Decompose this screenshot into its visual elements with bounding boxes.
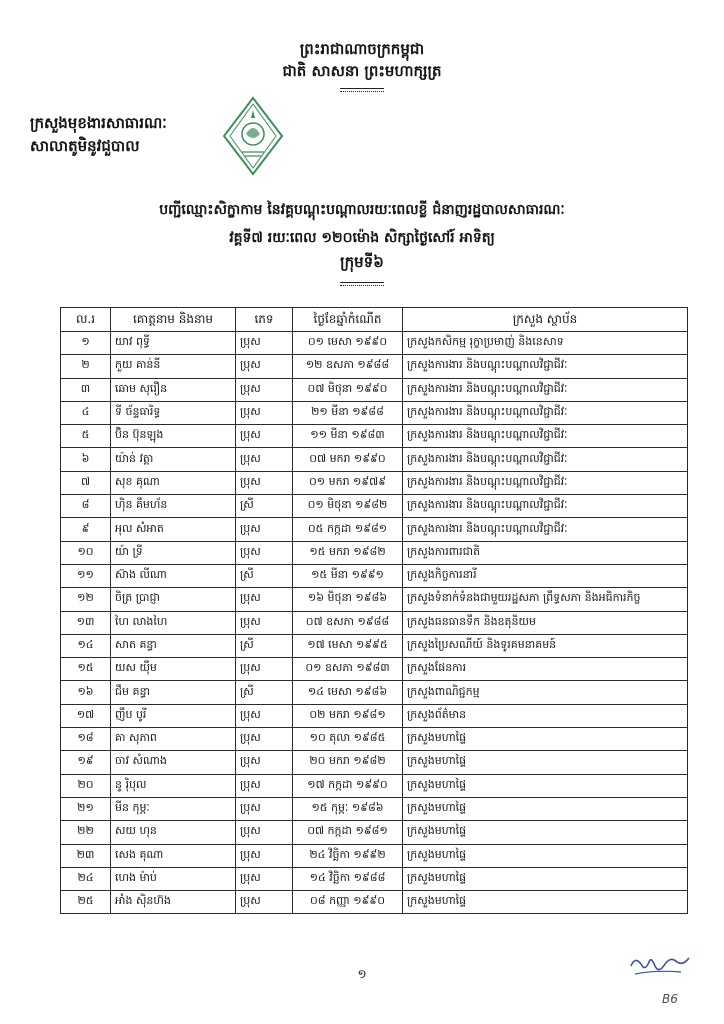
cell-sex: ប្រុស (236, 378, 293, 401)
table-row (61, 564, 688, 587)
cell-institution: ក្រសួងការងារ និងបណ្តុះបណ្តាលវិជ្ជាជីវៈ (403, 495, 688, 518)
table-row (61, 588, 688, 611)
cell-dob: ០៧ មករា ១៩៩០ (293, 448, 403, 471)
cell-no: ២៣ (61, 844, 111, 867)
cell-institution: ក្រសួងការងារ និងបណ្តុះបណ្តាលវិជ្ជាជីវៈ (403, 518, 688, 541)
cell-sex: ស្រី (236, 564, 293, 587)
cell-dob: ០១ ឧសភា ១៩៨៣ (293, 658, 403, 681)
cell-name: អាំង ស៊ិនហ៊ង (111, 891, 236, 914)
cell-institution: ក្រសួងមហាផ្ទៃ (403, 891, 688, 914)
cell-name: អុល សំអាត (111, 518, 236, 541)
cell-no: ១០ (61, 541, 111, 564)
table-row (61, 401, 688, 424)
cell-institution: ក្រសួងផែនការ (403, 658, 688, 681)
cell-no: ១៩ (61, 751, 111, 774)
cell-institution: ក្រសួងការពារជាតិ (403, 541, 688, 564)
cell-sex: ស្រី (236, 681, 293, 704)
cell-dob: ០៧ មិថុនា ១៩៩០ (293, 378, 403, 401)
cell-name: ញឹប បូរី (111, 704, 236, 727)
cell-dob: ០១ មិថុនា ១៩៨២ (293, 495, 403, 518)
column-header-sex: ភេទ (236, 308, 293, 332)
cell-name: ហ៊ិន គឹមហ័ន (111, 495, 236, 518)
cell-institution: ក្រសួងធនធានទឹក និងឧតុនិយម (403, 611, 688, 634)
group-label: ក្រុមទី៦ (340, 253, 384, 271)
cell-sex: ស្រី (236, 634, 293, 657)
table-row (61, 844, 688, 867)
cell-institution: ក្រសួងទំនាក់ទំនងជាមួយរដ្ឋសភា ព្រឹទ្ធសភា និងអធិការកិច្ច (403, 588, 688, 611)
table-row (61, 448, 688, 471)
cell-name: មីន កុម្ភៈ (111, 797, 236, 820)
cell-sex: ប្រុស (236, 332, 293, 355)
page-number: ១ (357, 967, 367, 981)
table-header-row (61, 308, 688, 332)
cell-dob: ១៦ មិថុនា ១៩៨៦ (293, 588, 403, 611)
cell-institution: ក្រសួងការងារ និងបណ្តុះបណ្តាលវិជ្ជាជីវៈ (403, 471, 688, 494)
cell-dob: ០២ មករា ១៩៨១ (293, 704, 403, 727)
cell-no: ១៤ (61, 634, 111, 657)
ministry-logo-icon (222, 96, 284, 176)
cell-sex: ប្រុស (236, 401, 293, 424)
column-header-name: គោត្តនាម និងនាម (111, 308, 236, 332)
cell-dob: ០៧ កក្កដា ១៩៨១ (293, 821, 403, 844)
cell-institution: ក្រសួងកិច្ចការនារី (403, 564, 688, 587)
cell-name: ជឹម គន្ធា (111, 681, 236, 704)
cell-no: ៤ (61, 401, 111, 424)
cell-name: គា សុភាព (111, 728, 236, 751)
cell-institution: ក្រសួងមហាផ្ទៃ (403, 797, 688, 820)
cell-institution: ក្រសួងមហាផ្ទៃ (403, 751, 688, 774)
cell-name: សាត គន្ធា (111, 634, 236, 657)
cell-institution: ក្រសួងការងារ និងបណ្តុះបណ្តាលវិជ្ជាជីវៈ (403, 378, 688, 401)
cell-dob: ១៧ កក្កដា ១៩៩០ (293, 774, 403, 797)
cell-sex: ប្រុស (236, 518, 293, 541)
table-row (61, 891, 688, 914)
cell-sex: ប្រុស (236, 821, 293, 844)
column-header-no: ល.រ (61, 308, 111, 332)
cell-no: ១ (61, 332, 111, 355)
cell-dob: ០៨ កញ្ញា ១៩៩០ (293, 891, 403, 914)
cell-sex: ប្រុស (236, 797, 293, 820)
cell-no: ២៥ (61, 891, 111, 914)
cell-sex: ប្រុស (236, 704, 293, 727)
cell-dob: ១៥ មីនា ១៩៩១ (293, 564, 403, 587)
handwritten-note: B6 (662, 992, 678, 1006)
cell-name: ចិត្រ ប្រាជ្ញា (111, 588, 236, 611)
cell-sex: ប្រុស (236, 751, 293, 774)
table-row (61, 774, 688, 797)
cell-no: ២២ (61, 821, 111, 844)
cell-dob: ០៧ ឧសភា ១៩៨៨ (293, 611, 403, 634)
cell-institution: ក្រសួងការងារ និងបណ្តុះបណ្តាលវិជ្ជាជីវៈ (403, 355, 688, 378)
cell-dob: ១៤ មេសា ១៩៨៦ (293, 681, 403, 704)
cell-dob: ០១ មករា ១៩៧៩ (293, 471, 403, 494)
table-row (61, 634, 688, 657)
cell-name: សយ ហុន (111, 821, 236, 844)
cell-no: ១៧ (61, 704, 111, 727)
document-subtitle: វគ្គទី៧ រយៈពេល ១២០ម៉ោង សិក្សាថ្ងៃសៅរ៍ អាទិត្យ (229, 230, 495, 246)
cell-institution: ក្រសួងការងារ និងបណ្តុះបណ្តាលវិជ្ជាជីវៈ (403, 448, 688, 471)
cell-sex: ប្រុស (236, 774, 293, 797)
table-row (61, 704, 688, 727)
cell-dob: ២៤ វិច្ឆិកា ១៩៩២ (293, 844, 403, 867)
cell-institution: ក្រសួងប្រៃសណីយ៍ និងទូរគមនាគមន៍ (403, 634, 688, 657)
cell-dob: ១០ តុលា ១៩៨៥ (293, 728, 403, 751)
cell-sex: ប្រុស (236, 355, 293, 378)
cell-dob: ១៧ មេសា ១៩៩៥ (293, 634, 403, 657)
cell-no: ១៣ (61, 611, 111, 634)
cell-name: យ៉ា ទ្រី (111, 541, 236, 564)
cell-sex: ប្រុស (236, 611, 293, 634)
header-divider (340, 88, 384, 92)
table-row (61, 518, 688, 541)
table-row (61, 355, 688, 378)
table-row (61, 681, 688, 704)
cell-sex: ប្រុស (236, 844, 293, 867)
cell-no: ២ (61, 355, 111, 378)
cell-no: ៦ (61, 448, 111, 471)
cell-institution: ក្រសួងមហាផ្ទៃ (403, 728, 688, 751)
column-header-dob: ថ្ងៃខែឆ្នាំកំណើត (293, 308, 403, 332)
table-row (61, 821, 688, 844)
cell-no: ២១ (61, 797, 111, 820)
cell-no: ២០ (61, 774, 111, 797)
cell-sex: ស្រី (236, 495, 293, 518)
cell-name: យាវ ពុទ្ធី (111, 332, 236, 355)
cell-no: ២៤ (61, 867, 111, 890)
cell-sex: ប្រុស (236, 728, 293, 751)
cell-institution: ក្រសួងការងារ និងបណ្តុះបណ្តាលវិជ្ជាជីវៈ (403, 401, 688, 424)
cell-name: ប៊ិន ប៊ុនឡុង (111, 425, 236, 448)
cell-no: ៨ (61, 495, 111, 518)
kingdom-heading: ព្រះរាជាណាចក្រកម្ពុជា (299, 40, 425, 58)
cell-sex: ប្រុស (236, 891, 293, 914)
cell-institution: ក្រសួងការងារ និងបណ្តុះបណ្តាលវិជ្ជាជីវៈ (403, 425, 688, 448)
cell-no: ៧ (61, 471, 111, 494)
table-row (61, 867, 688, 890)
cell-sex: ប្រុស (236, 541, 293, 564)
ministry-name: ក្រសួងមុខងារសាធារណៈ (30, 114, 167, 132)
cell-name: យស យ៉ឹម (111, 658, 236, 681)
cell-name: នូ រ៉ិបុល (111, 774, 236, 797)
cell-name: ឆោម សុរឿន (111, 378, 236, 401)
participant-table (60, 307, 688, 914)
signature-icon (625, 952, 695, 982)
cell-sex: ប្រុស (236, 471, 293, 494)
column-header-institution: ក្រសួង ស្ថាប័ន (403, 308, 688, 332)
cell-dob: ១៥ មករា ១៩៨២ (293, 541, 403, 564)
cell-dob: ២០ មករា ១៩៨២ (293, 751, 403, 774)
cell-name: ចាវ សំណាង (111, 751, 236, 774)
table-row (61, 425, 688, 448)
cell-dob: ១៥ កុម្ភៈ ១៩៨៦ (293, 797, 403, 820)
cell-sex: ប្រុស (236, 588, 293, 611)
table-row (61, 541, 688, 564)
table-row (61, 332, 688, 355)
table-row (61, 378, 688, 401)
cell-dob: ០១ មេសា ១៩៩០ (293, 332, 403, 355)
cell-sex: ប្រុស (236, 867, 293, 890)
table-row (61, 495, 688, 518)
cell-institution: ក្រសួងមហាផ្ទៃ (403, 774, 688, 797)
cell-dob: ២១ មីនា ១៩៨៨ (293, 401, 403, 424)
table-row (61, 728, 688, 751)
cell-institution: ក្រសួងកសិកម្ម រុក្ខាប្រមាញ់ និងនេសាទ (403, 332, 688, 355)
cell-sex: ប្រុស (236, 448, 293, 471)
cell-no: ១១ (61, 564, 111, 587)
cell-name: ស៊ាង លីណា (111, 564, 236, 587)
cell-name: សេង គុណា (111, 844, 236, 867)
cell-sex: ប្រុស (236, 658, 293, 681)
table-row (61, 797, 688, 820)
cell-institution: ក្រសួងមហាផ្ទៃ (403, 844, 688, 867)
table-row (61, 471, 688, 494)
cell-dob: ១២ ឧសភា ១៩៨៨ (293, 355, 403, 378)
cell-name: ហេង ម៉ាប់ (111, 867, 236, 890)
cell-name: ទី ច័ន្ទធារិទ្ធ (111, 401, 236, 424)
school-name: សាលាតូមិនូវជួបាល (30, 137, 140, 155)
cell-no: ៥ (61, 425, 111, 448)
cell-dob: ១៤ វិច្ឆិកា ១៩៨៨ (293, 867, 403, 890)
table-row (61, 751, 688, 774)
cell-no: ៣ (61, 378, 111, 401)
table-row (61, 611, 688, 634)
cell-no: ១៨ (61, 728, 111, 751)
cell-no: ៩ (61, 518, 111, 541)
document-title: បញ្ជីឈ្មោះសិក្ខាកាម នៃវគ្គបណ្តុះបណ្តាលរយៈពេលខ្លី ជំនាញរដ្ឋបាលសាធារណៈ (159, 202, 565, 218)
cell-dob: ១១ មីនា ១៩៨៣ (293, 425, 403, 448)
cell-sex: ប្រុស (236, 425, 293, 448)
national-motto: ជាតិ សាសនា ព្រះមហាក្សត្រ (282, 62, 442, 80)
cell-no: ១២ (61, 588, 111, 611)
cell-name: សុខ គុណា (111, 471, 236, 494)
cell-institution: ក្រសួងព័ត៌មាន (403, 704, 688, 727)
cell-name: ហៃ លាងហៃ (111, 611, 236, 634)
cell-no: ១៦ (61, 681, 111, 704)
cell-dob: ០៥ កក្កដា ១៩៨១ (293, 518, 403, 541)
table-row (61, 658, 688, 681)
title-divider (340, 282, 384, 286)
cell-institution: ក្រសួងមហាផ្ទៃ (403, 867, 688, 890)
cell-name: យ៉ាន់ វត្តា (111, 448, 236, 471)
cell-no: ១៥ (61, 658, 111, 681)
cell-institution: ក្រសួងពាណិជ្ជកម្ម (403, 681, 688, 704)
cell-name: កួយ គាន់នី (111, 355, 236, 378)
cell-institution: ក្រសួងមហាផ្ទៃ (403, 821, 688, 844)
